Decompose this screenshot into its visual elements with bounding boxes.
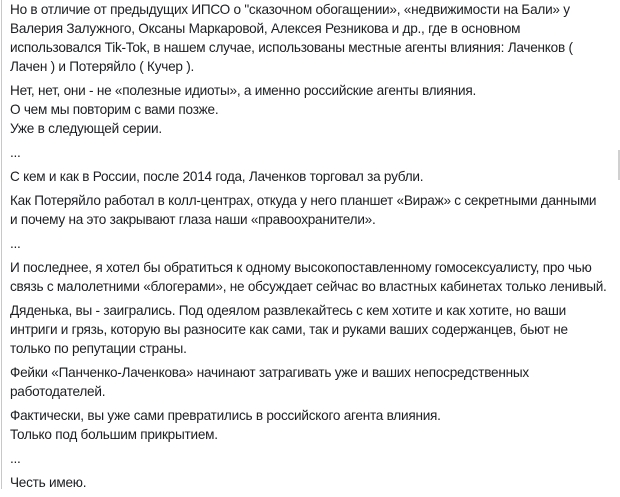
text-line: Дяденька, вы - заигрались. Под одеялом развлекайтесь с кем хотите и как хотите, но ваши: [10, 303, 566, 318]
text-line: Лачен ) и Потеряйло ( Кучер ).: [10, 59, 195, 74]
text-line: только по репутации страны.: [10, 341, 187, 356]
text-line: Как Потеряйло работал в колл-центрах, откуда у него планшет «Вираж» с секретными данными: [10, 193, 597, 208]
text-line: использовался Tik-Tok, в нашем случае, использованы местные агенты влияния: Лаченков (: [10, 40, 573, 55]
text-line: работодателей.: [10, 384, 106, 399]
text-line: ...: [10, 451, 21, 466]
paragraph: [10, 406, 616, 444]
paragraph: [10, 143, 616, 162]
paragraph: [10, 191, 616, 229]
text-line: ...: [10, 236, 21, 251]
text-line: Фактически, вы уже сами превратились в российского агента влияния.: [10, 408, 441, 423]
paragraph: [10, 234, 616, 253]
text-line: Фейки «Панченко-Лаченкова» начинают затрагивать уже и ваших непосредственных: [10, 365, 529, 380]
post-text: [10, 0, 616, 497]
text-line: Нет, нет, они - не «полезные идиоты», а именно российские агенты влияния.: [10, 83, 476, 98]
paragraph: [10, 167, 616, 186]
paragraph: [10, 449, 616, 468]
paragraph: [10, 258, 616, 296]
text-line: Валерия Залужного, Оксаны Маркаровой, Алексея Резникова и др., где в основном: [10, 21, 521, 36]
text-line: Но в отличие от предыдущих ИПСО о "сказочном обогащении», «недвижимости на Бали» у: [10, 2, 570, 17]
paragraph: [10, 363, 616, 401]
paragraph: [10, 301, 616, 358]
text-line: И последнее, я хотел бы обратиться к одному высокопоставленному гомосексуалисту, про чью: [10, 260, 592, 275]
paragraph: [10, 473, 616, 492]
text-line: О чем мы повторим с вами позже.: [10, 102, 219, 117]
text-line: Честь имею.: [10, 475, 87, 490]
left-border: [1, 0, 2, 489]
text-line: и почему на это закрывают глаза наши «правоохранители».: [10, 212, 376, 227]
paragraph: [10, 0, 616, 76]
text-line: связь с малолетними «блогерами», не обсуждает сейчас во властных кабинетах только ленивый.: [10, 279, 607, 294]
text-line: интриги и грязь, которую вы разносите как сами, так и руками ваших содержанцев, бьют не: [10, 322, 568, 337]
paragraph: [10, 81, 616, 138]
text-line: Уже в следующей серии.: [10, 121, 162, 136]
text-line: С кем и как в России, после 2014 года, Лаченков торговал за рубли.: [10, 169, 424, 184]
text-line: ...: [10, 145, 21, 160]
text-line: Только под большим прикрытием.: [10, 427, 218, 442]
